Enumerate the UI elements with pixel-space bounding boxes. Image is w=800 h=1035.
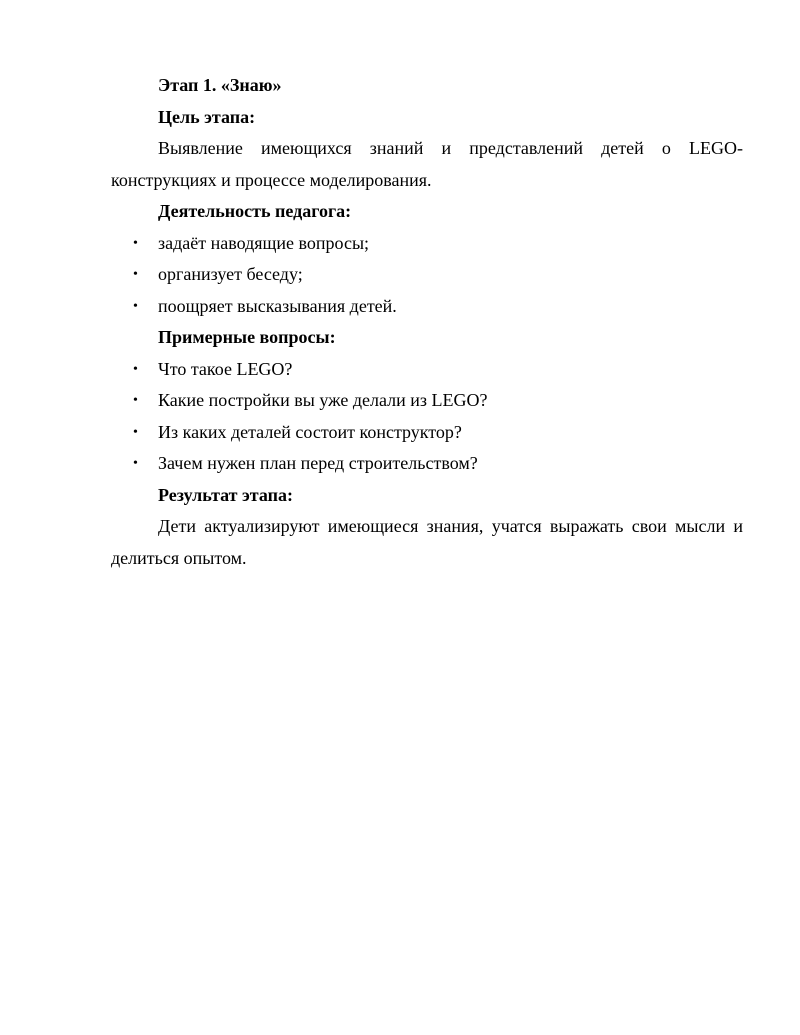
list-item [111, 228, 743, 260]
bullet-icon: • [133, 393, 138, 408]
list-item [111, 385, 743, 417]
sample-questions-heading: Примерные вопросы: [158, 327, 336, 347]
bullet-icon: • [133, 298, 138, 314]
list-item-text: Зачем нужен план перед строительством? [158, 453, 478, 473]
bullet-icon: • [133, 235, 138, 251]
list-item [111, 417, 743, 449]
result-heading: Результат этапа: [158, 484, 293, 505]
list-item-text: Какие постройки вы уже делали из LEGO? [158, 390, 488, 410]
bullet-icon: • [133, 267, 138, 282]
stage-title: Этап 1. «Знаю» [158, 75, 282, 95]
list-item [111, 291, 743, 323]
document-page [111, 70, 743, 574]
list-item-text: поощряет высказывания детей. [158, 295, 397, 316]
list-item-text: Что такое LEGO? [158, 358, 293, 379]
sample-questions-list [111, 354, 743, 480]
list-item-text: задаёт наводящие вопросы; [158, 232, 370, 253]
list-item [111, 354, 743, 386]
list-item [111, 259, 743, 291]
teacher-activity-heading: Деятельность педагога: [158, 201, 352, 221]
bullet-icon: • [133, 456, 138, 471]
result-text: Дети актуализируют имеющиеся знания, учатся выражать свои мысли и делиться опытом. [111, 516, 743, 568]
list-item [111, 448, 743, 480]
goal-heading: Цель этапа: [158, 106, 256, 127]
goal-text: Выявление имеющихся знаний и представлений детей о LEGO-конструкциях и процессе моделирования. [111, 138, 743, 190]
bullet-icon: • [133, 361, 138, 377]
teacher-activity-list [111, 228, 743, 323]
bullet-icon: • [133, 424, 138, 440]
list-item-text: организует беседу; [158, 264, 303, 284]
list-item-text: Из каких деталей состоит конструктор? [158, 421, 462, 442]
